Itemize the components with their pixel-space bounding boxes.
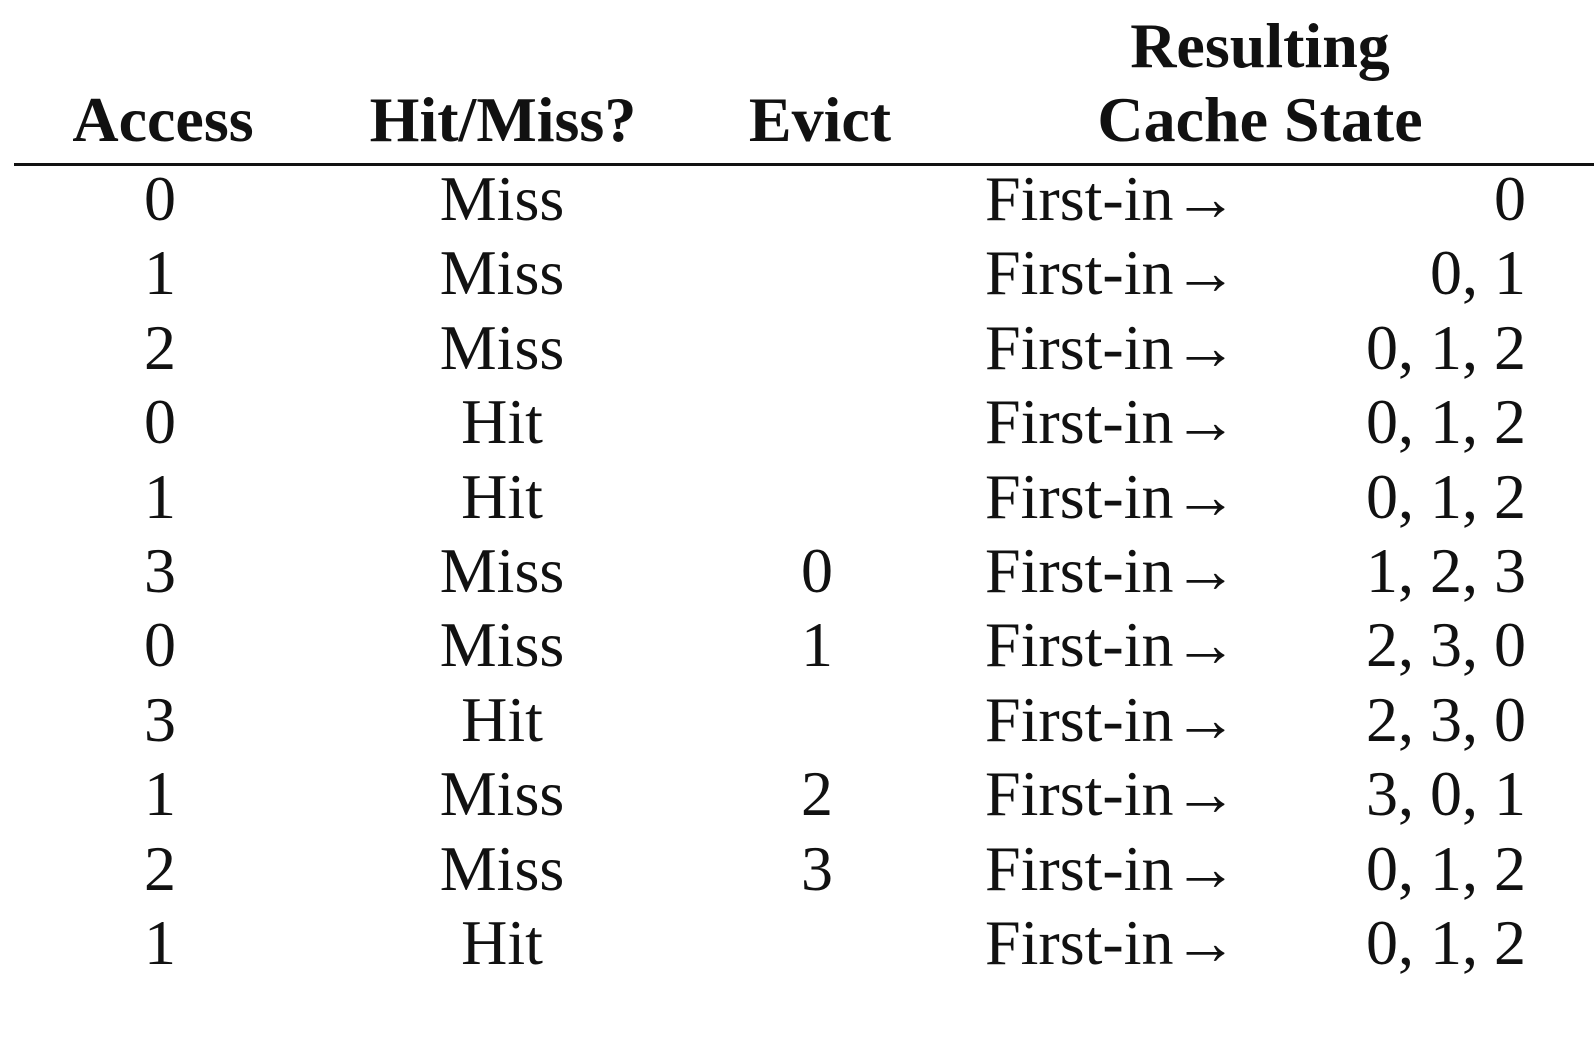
table-row: [0, 385, 1594, 459]
access-cell: 1: [144, 237, 176, 309]
access-cell: 2: [144, 311, 176, 383]
access-cell: 3: [144, 683, 176, 755]
access-cell: 1: [144, 460, 176, 532]
table-row: [0, 460, 1594, 534]
access-cell: 0: [144, 386, 176, 458]
cache-state-cell: 2, 3, 0: [1366, 609, 1526, 681]
cache-state-cell: 0, 1, 2: [1366, 460, 1526, 532]
table-body: [0, 162, 1594, 980]
table-row: [0, 757, 1594, 831]
evict-cell: 3: [801, 832, 833, 904]
cache-state-cell: 1, 2, 3: [1366, 534, 1526, 606]
access-cell: 1: [144, 906, 176, 978]
hit-miss-cell: Miss: [439, 311, 565, 383]
access-cell: 3: [144, 534, 176, 606]
table-row: [0, 608, 1594, 682]
cache-state-cell: 0, 1: [1430, 237, 1526, 309]
first-in-label: First-in→: [985, 609, 1238, 681]
header-hit-miss: Hit/Miss?: [369, 84, 637, 155]
header-evict: Evict: [748, 84, 892, 155]
cache-state-cell: 3, 0, 1: [1366, 758, 1526, 830]
hit-miss-cell: Miss: [439, 758, 565, 830]
evict-cell: 2: [801, 758, 833, 830]
hit-miss-cell: Hit: [461, 386, 543, 458]
cache-state-cell: 0: [1494, 163, 1526, 234]
cache-state-cell: 0, 1, 2: [1366, 832, 1526, 904]
hit-miss-cell: Miss: [439, 609, 565, 681]
hit-miss-cell: Hit: [461, 906, 543, 978]
hit-miss-cell: Miss: [439, 237, 565, 309]
hit-miss-cell: Hit: [461, 460, 543, 532]
header-resulting: Resulting: [1130, 10, 1390, 81]
access-cell: 2: [144, 832, 176, 904]
access-cell: 1: [144, 758, 176, 830]
first-in-label: First-in→: [985, 758, 1238, 830]
first-in-label: First-in→: [985, 237, 1238, 309]
table-row: [0, 236, 1594, 310]
hit-miss-cell: Miss: [439, 832, 565, 904]
hit-miss-cell: Miss: [439, 163, 565, 234]
first-in-label: First-in→: [985, 163, 1238, 234]
first-in-label: First-in→: [985, 832, 1238, 904]
header-access: Access: [72, 84, 254, 155]
evict-cell: 1: [801, 609, 833, 681]
header-cache-state: Cache State: [1097, 84, 1423, 155]
table-row: [0, 311, 1594, 385]
table-row: [0, 534, 1594, 608]
access-cell: 0: [144, 163, 176, 234]
table-header-top-row: [0, 10, 1594, 82]
cache-state-cell: 2, 3, 0: [1366, 683, 1526, 755]
hit-miss-cell: Hit: [461, 683, 543, 755]
cache-state-cell: 0, 1, 2: [1366, 386, 1526, 458]
hit-miss-cell: Miss: [439, 534, 565, 606]
table-row: [0, 683, 1594, 757]
evict-cell: 0: [801, 534, 833, 606]
cache-state-cell: 0, 1, 2: [1366, 906, 1526, 978]
access-cell: 0: [144, 609, 176, 681]
first-in-label: First-in→: [985, 906, 1238, 978]
first-in-label: First-in→: [985, 311, 1238, 383]
table-row: [0, 832, 1594, 906]
table-row: [0, 906, 1594, 980]
first-in-label: First-in→: [985, 683, 1238, 755]
first-in-label: First-in→: [985, 534, 1238, 606]
first-in-label: First-in→: [985, 386, 1238, 458]
table-row: [0, 162, 1594, 236]
cache-state-cell: 0, 1, 2: [1366, 311, 1526, 383]
table-header-row: [0, 84, 1594, 156]
first-in-label: First-in→: [985, 460, 1238, 532]
